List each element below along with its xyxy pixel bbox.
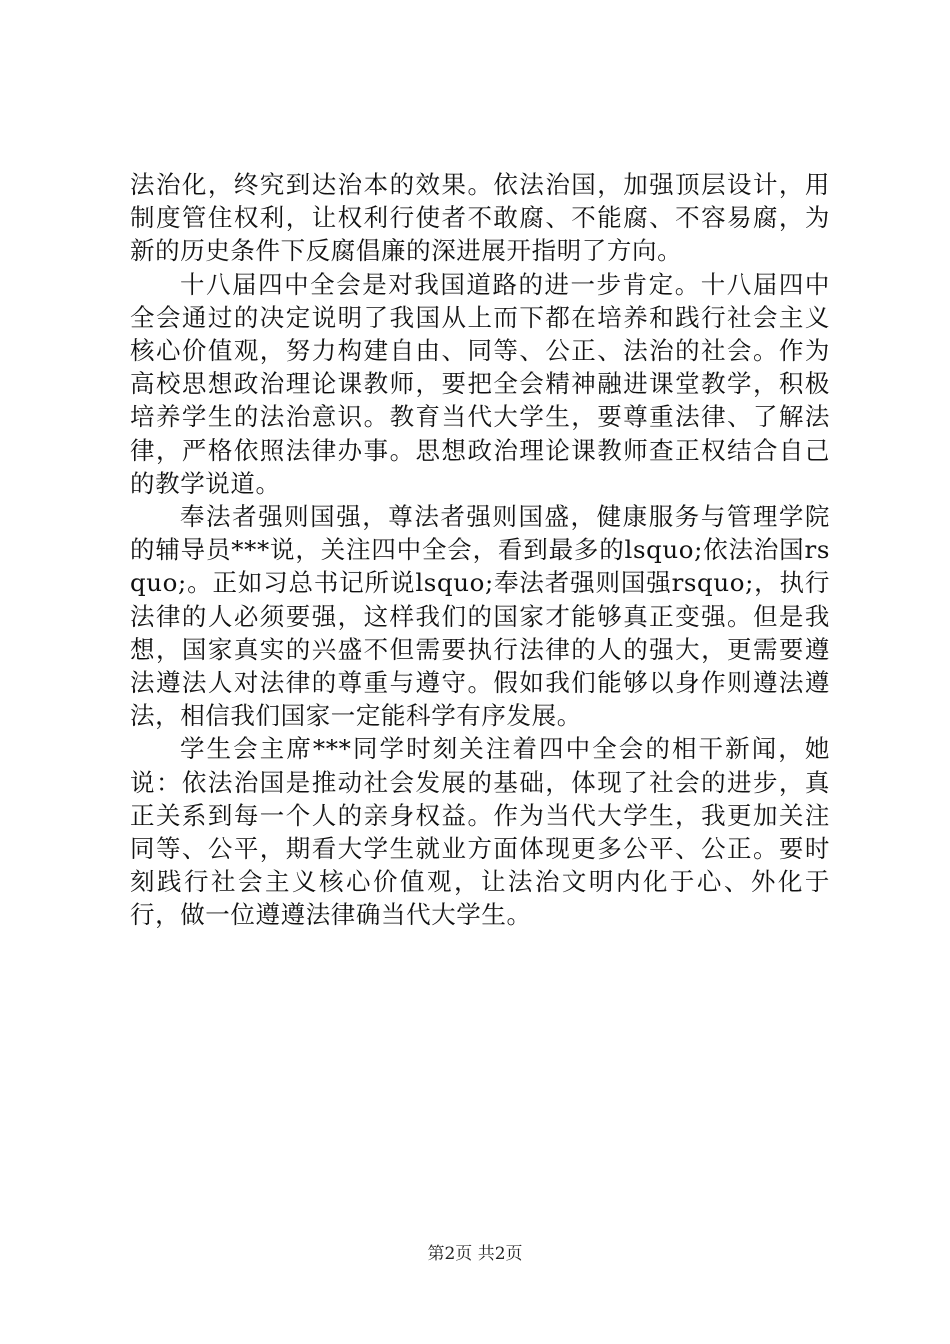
document-body <box>130 168 830 932</box>
paragraph-4: 学生会主席***同学时刻关注着四中全会的相干新闻，她说：依法治国是推动社会发展的基础，体现了社会的进步，真正关系到每一个人的亲身权益。作为当代大学生，我更加关注同等、公平，期看大学生就业方面体现更多公平、公正。要时刻践行社会主义核心价值观，让法治文明内化于心、外化于行，做一位遵遵法律确当代大学生。 <box>130 734 830 930</box>
page-number-footer: 第2页 共2页 <box>427 1244 523 1264</box>
paragraph-3: 奉法者强则国强，尊法者强则国盛，健康服务与管理学院的辅导员***说，关注四中全会，看到最多的lsquo;依法治国rsquo;。正如习总书记所说lsquo;奉法者强则国强rsquo;，执行法律的人必须要强，这样我们的国家才能够真正变强。但是我想，国家真实的兴盛不但需要执行法律的人的强大，更需要遵法遵法人对法律的尊重与遵守。假如我们能够以身作则遵法遵法，相信我们国家一定能科学有序发展。 <box>130 502 830 731</box>
paragraph-1: 法治化，终究到达治本的效果。依法治国，加强顶层设计，用制度管住权利，让权利行使者不敢腐、不能腐、不容易腐，为新的历史条件下反腐倡廉的深进展开指明了方向。 <box>130 170 830 266</box>
paragraph-2: 十八届四中全会是对我国道路的进一步肯定。十八届四中全会通过的决定说明了我国从上而下都在培养和践行社会主义核心价值观，努力构建自由、同等、公正、法治的社会。作为高校思想政治理论课教师，要把全会精神融进课堂教学，积极培养学生的法治意识。教育当代大学生，要尊重法律、了解法律，严格依照法律办事。思想政治理论课教师查正权结合自己的教学说道。 <box>130 269 830 498</box>
